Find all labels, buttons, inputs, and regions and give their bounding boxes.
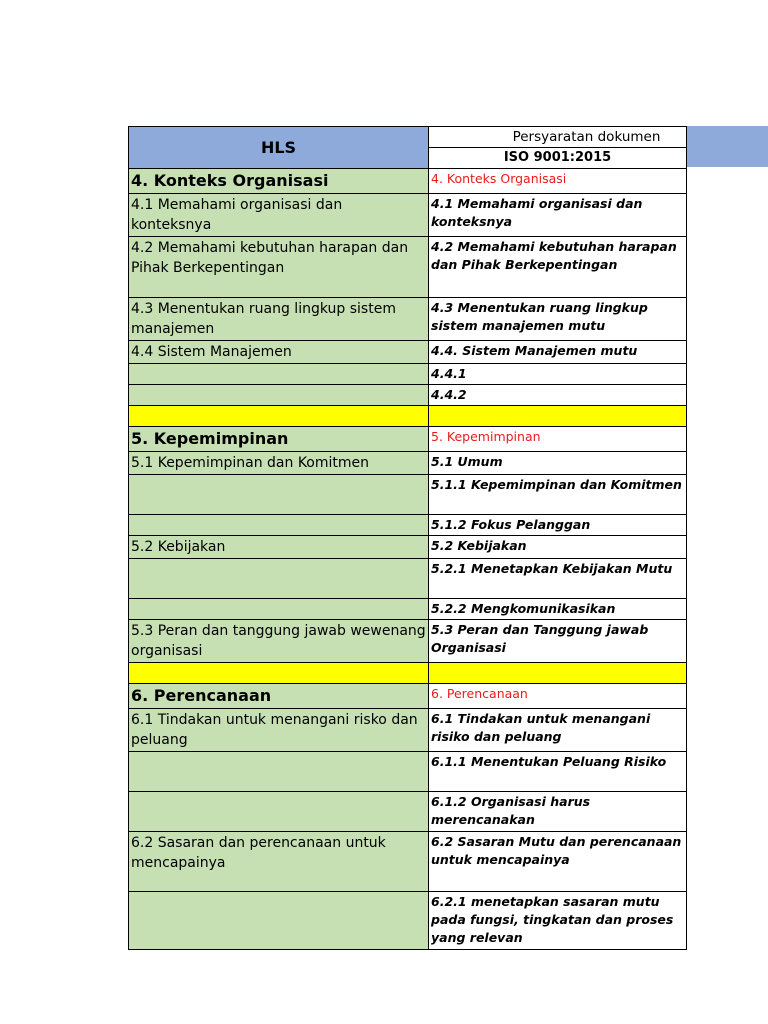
- table-row: [129, 752, 687, 792]
- hls-cell: 4.1 Memahami organisasi dan konteksnya: [129, 194, 429, 237]
- hls-cell: [129, 752, 429, 792]
- hls-cell: [129, 599, 429, 620]
- iso-cell: 5.2.2 Mengkomunikasikan: [429, 599, 687, 620]
- iso-cell: 5.3 Peran dan Tanggung jawab Organisasi: [429, 620, 687, 663]
- section-right: 6. Perencanaan: [429, 684, 687, 709]
- spacer-row: [129, 663, 687, 684]
- iso-cell: 5.1.2 Fokus Pelanggan: [429, 515, 687, 536]
- spacer-cell: [429, 663, 687, 684]
- hls-table: [128, 126, 687, 950]
- table-row: [129, 341, 687, 364]
- header-iso: ISO 9001:2015: [429, 148, 687, 169]
- iso-cell: 4.1 Memahami organisasi dan konteksnya: [429, 194, 687, 237]
- hls-cell: [129, 892, 429, 950]
- section-right: 4. Konteks Organisasi: [429, 169, 687, 194]
- hls-cell: 5.2 Kebijakan: [129, 536, 429, 559]
- section-row: [129, 427, 687, 452]
- hls-cell: 5.3 Peran dan tanggung jawab wewenang organisasi: [129, 620, 429, 663]
- table-row: [129, 832, 687, 892]
- spacer-cell: [129, 406, 429, 427]
- iso-cell: 6.1.1 Menentukan Peluang Risiko: [429, 752, 687, 792]
- hls-cell: [129, 515, 429, 536]
- iso-cell: 6.1 Tindakan untuk menangani risiko dan peluang: [429, 709, 687, 752]
- section-row: [129, 169, 687, 194]
- hls-cell: 4.2 Memahami kebutuhan harapan dan Pihak Berkepentingan: [129, 237, 429, 298]
- header-hls: HLS: [129, 127, 429, 169]
- header-persyaratan: Persyaratan dokumen: [429, 127, 687, 148]
- iso-cell: 4.4.2: [429, 385, 687, 406]
- section-left: 6. Perencanaan: [129, 684, 429, 709]
- hls-cell: 6.2 Sasaran dan perencanaan untuk mencapainya: [129, 832, 429, 892]
- hls-cell: 4.3 Menentukan ruang lingkup sistem manajemen: [129, 298, 429, 341]
- iso-cell: 6.1.2 Organisasi harus merencanakan: [429, 792, 687, 832]
- header-row: [129, 127, 687, 148]
- hls-table-container: [128, 126, 686, 950]
- hls-cell: [129, 475, 429, 515]
- hls-cell: [129, 385, 429, 406]
- table-row: [129, 385, 687, 406]
- table-row: [129, 709, 687, 752]
- table-row: [129, 452, 687, 475]
- hls-cell: [129, 792, 429, 832]
- table-row: [129, 599, 687, 620]
- iso-cell: 4.4.1: [429, 364, 687, 385]
- iso-cell: 4.2 Memahami kebutuhan harapan dan Pihak Berkepentingan: [429, 237, 687, 298]
- hls-cell: 4.4 Sistem Manajemen: [129, 341, 429, 364]
- table-row: [129, 892, 687, 950]
- spacer-cell: [129, 663, 429, 684]
- table-row: [129, 792, 687, 832]
- section-left: 5. Kepemimpinan: [129, 427, 429, 452]
- iso-cell: 6.2.1 menetapkan sasaran mutu pada fungsi, tingkatan dan proses yang relevan: [429, 892, 687, 950]
- hls-cell: 6.1 Tindakan untuk menangani risko dan peluang: [129, 709, 429, 752]
- section-right: 5. Kepemimpinan: [429, 427, 687, 452]
- hls-cell: [129, 364, 429, 385]
- table-row: [129, 364, 687, 385]
- spacer-row: [129, 406, 687, 427]
- header-extension: [686, 126, 768, 167]
- iso-cell: 5.2.1 Menetapkan Kebijakan Mutu: [429, 559, 687, 599]
- table-row: [129, 536, 687, 559]
- table-row: [129, 515, 687, 536]
- iso-cell: 5.1.1 Kepemimpinan dan Komitmen: [429, 475, 687, 515]
- iso-cell: 4.3 Menentukan ruang lingkup sistem manajemen mutu: [429, 298, 687, 341]
- iso-cell: 5.1 Umum: [429, 452, 687, 475]
- section-left: 4. Konteks Organisasi: [129, 169, 429, 194]
- table-row: [129, 194, 687, 237]
- hls-cell: [129, 559, 429, 599]
- table-row: [129, 475, 687, 515]
- hls-cell: 5.1 Kepemimpinan dan Komitmen: [129, 452, 429, 475]
- spacer-cell: [429, 406, 687, 427]
- iso-cell: 5.2 Kebijakan: [429, 536, 687, 559]
- iso-cell: 6.2 Sasaran Mutu dan perencanaan untuk mencapainya: [429, 832, 687, 892]
- table-row: [129, 559, 687, 599]
- table-row: [129, 298, 687, 341]
- section-row: [129, 684, 687, 709]
- table-row: [129, 237, 687, 298]
- iso-cell: 4.4. Sistem Manajemen mutu: [429, 341, 687, 364]
- table-row: [129, 620, 687, 663]
